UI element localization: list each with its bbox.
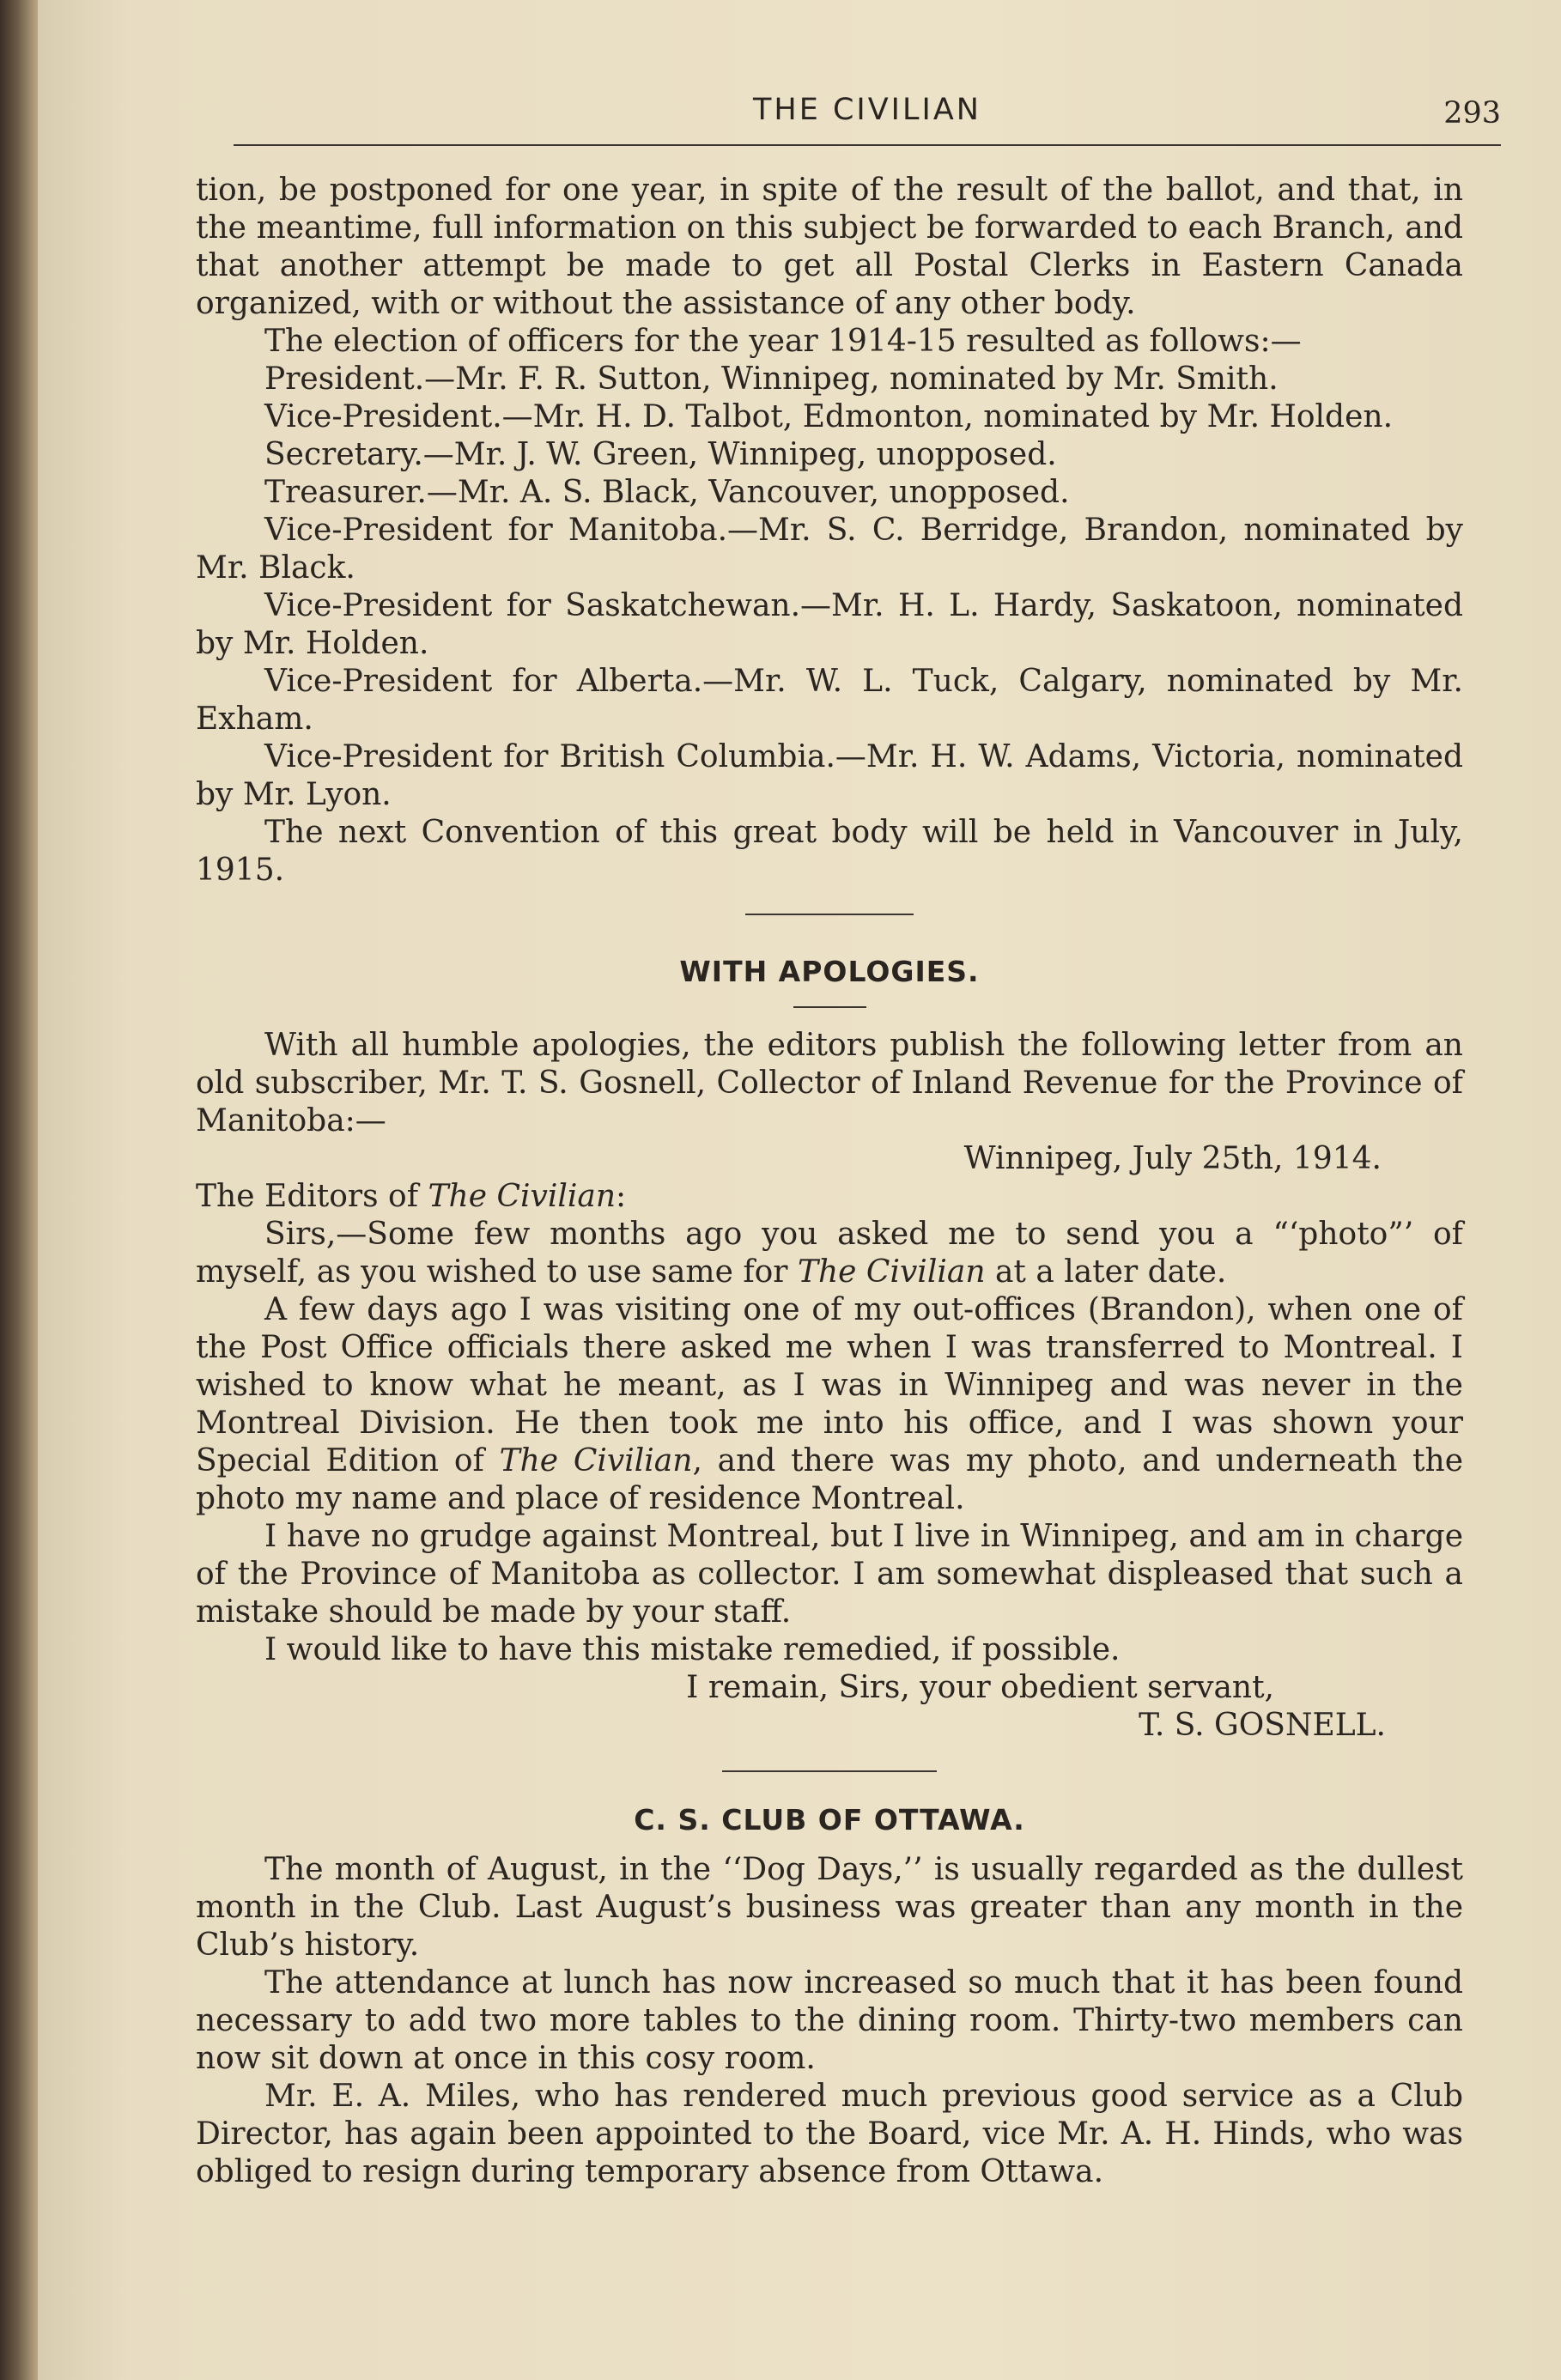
- salutation-text: The Editors of: [196, 1179, 428, 1214]
- letter-paragraph: [196, 1291, 1463, 1518]
- club-heading: C. S. CLUB OF OTTAWA.: [634, 1803, 1025, 1837]
- letter-paragraph: [196, 1216, 1463, 1291]
- letter-paragraph: I would like to have this mistake remedied, if possible.: [264, 1632, 1121, 1667]
- club-paragraph: The attendance at lunch has now increased so much that it has been found necessary to add two more tables to the dining room. Thirty-two members can now sit down at once in this cosy room.: [196, 1965, 1463, 2076]
- club-section: [196, 1851, 1463, 2191]
- salutation-colon: :: [616, 1179, 627, 1214]
- officer-line: President.—Mr. F. R. Sutton, Winnipeg, nominated by Mr. Smith.: [264, 361, 1279, 397]
- club-paragraph: The month of August, in the ‘‘Dog Days,’’ is usually regarded as the dullest month in the Club. Last August’s business was greater than any month in the Club’s history.: [196, 1852, 1463, 1963]
- officer-line: Secretary.—Mr. J. W. Green, Winnipeg, unopposed.: [264, 437, 1057, 472]
- letter-signature: T. S. GOSNELL.: [1139, 1708, 1386, 1743]
- letter-salutation: [196, 1178, 1463, 1216]
- letter-text: A few days ago I was visiting one of my out-offices (Brandon), when one of the Post Office officials there asked me when I was transferred to Montreal. I wished to know what he meant, as I was in Winnipeg and was never in the Montreal Division. He then took me into his office, and I was shown your Special Edition of: [196, 1292, 1463, 1478]
- publication-title: The Civilian: [499, 1443, 693, 1478]
- header-rule: [234, 144, 1501, 146]
- convention-continued-paragraph: tion, be postponed for one year, in spite of the result of the ballot, and that, in the meantime, full information on this subject be forwarded to each Branch, and that another attempt be made to get all Postal Clerks in Eastern Canada organized, with or without the assistance of any other body.: [196, 173, 1463, 321]
- apologies-intro: With all humble apologies, the editors publish the following letter from an old subscriber, Mr. T. S. Gosnell, Collector of Inland Revenue for the Province of Manitoba:—: [196, 1028, 1463, 1138]
- publication-title: The Civilian: [428, 1179, 617, 1214]
- officer-line: Vice-President for Saskatchewan.—Mr. H. L. Hardy, Saskatoon, nominated by Mr. Holden.: [196, 588, 1463, 661]
- book-spine-shadow: [0, 0, 38, 2380]
- letter-text: at a later date.: [985, 1254, 1227, 1290]
- next-convention-line: The next Convention of this great body will be held in Vancouver in July, 1915.: [196, 815, 1463, 888]
- page-content: [196, 172, 1463, 2191]
- letter-paragraph: I have no grudge against Montreal, but I live in Winnipeg, and am in charge of the Province of Manitoba as collector. I am somewhat displeased that such a mistake should be made by your staff.: [196, 1519, 1463, 1630]
- letter-text: , and there was my photo, and underneath the photo my name and place of residence Montreal.: [196, 1443, 1463, 1516]
- apologies-section: [196, 1027, 1463, 1745]
- letter-text: Sirs,—Some few months ago you asked me to send you a “‘photo”’ of myself, as you wished to use same for: [196, 1217, 1463, 1290]
- officer-line: Vice-President for Manitoba.—Mr. S. C. Berridge, Brandon, nominated by Mr. Black.: [196, 513, 1463, 586]
- page-header: [234, 93, 1501, 153]
- section-divider: [745, 914, 914, 915]
- section-divider: [722, 1770, 937, 1772]
- publication-title: The Civilian: [797, 1254, 986, 1290]
- heading-underline: [793, 1006, 866, 1008]
- convention-section: [196, 172, 1463, 889]
- page-number: 293: [1443, 96, 1501, 131]
- officer-line: Vice-President for British Columbia.—Mr. H. W. Adams, Victoria, nominated by Mr. Lyon.: [196, 739, 1463, 812]
- letter-date: Winnipeg, July 25th, 1914.: [963, 1141, 1382, 1176]
- officer-line: Vice-President for Alberta.—Mr. W. L. Tuck, Calgary, nominated by Mr. Exham.: [196, 664, 1463, 737]
- apologies-heading: WITH APOLOGIES.: [679, 955, 980, 988]
- election-intro: The election of officers for the year 1914-15 resulted as follows:—: [264, 324, 1302, 359]
- club-paragraph: Mr. E. A. Miles, who has rendered much previous good service as a Club Director, has again been appointed to the Board, vice Mr. A. H. Hinds, who was obliged to resign during temporary absence from Ottawa.: [196, 2079, 1463, 2189]
- letter-closing: I remain, Sirs, your obedient servant,: [686, 1670, 1274, 1705]
- officer-line: Vice-President.—Mr. H. D. Talbot, Edmonton, nominated by Mr. Holden.: [264, 399, 1394, 434]
- officer-line: Treasurer.—Mr. A. S. Black, Vancouver, unopposed.: [264, 475, 1070, 510]
- running-title: THE CIVILIAN: [753, 93, 981, 127]
